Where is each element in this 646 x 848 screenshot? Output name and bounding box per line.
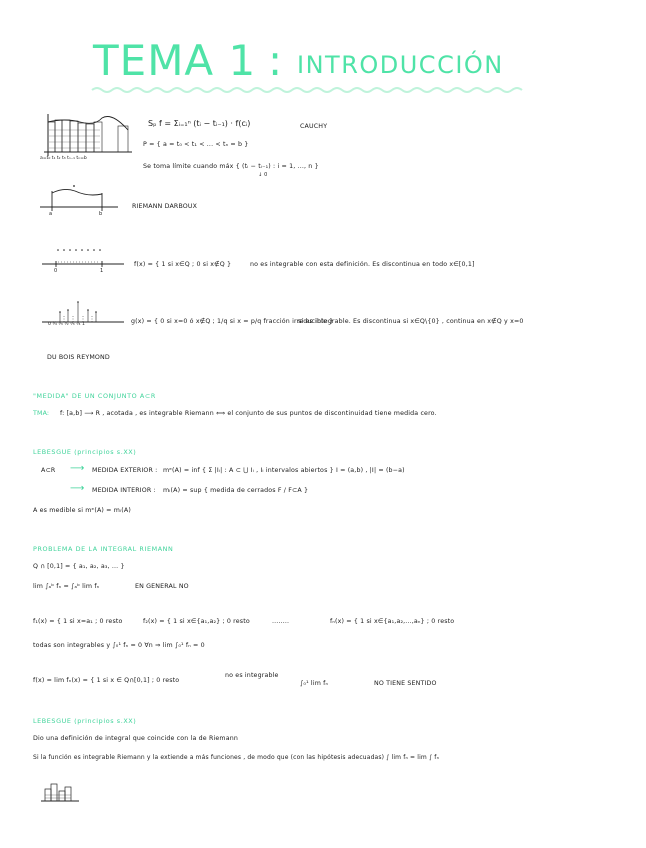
tma-label: TMA: (33, 410, 50, 417)
medida-interior-label: MEDIDA INTERIOR : (92, 487, 156, 494)
lebesgue2-line1: Dio una definición de integral que coincide con la de Riemann (33, 735, 238, 742)
problema-f2: f₂(x) = { 1 si x∈{a₁,a₂} ; 0 resto (143, 618, 250, 625)
medible-text: A es medible si mᵉ(A) = mᵢ(A) (33, 507, 131, 514)
lebesgue2-line2: Si la función es integrable Riemann y la extiende a más funciones , de modo que (con las hipótesis adecuadas) ∫ lim fₙ = lim ∫ fₙ (33, 754, 440, 761)
acr: A⊂R (41, 467, 56, 474)
medida-heading: "MEDIDA" DE UN CONJUNTO A⊂R (33, 392, 156, 400)
riemann-b: b (99, 211, 103, 217)
arrow-icon: ⟶ (70, 463, 85, 474)
problema-dots: ........ (272, 618, 290, 625)
title-colon: : (268, 36, 284, 85)
dirichlet-graph (40, 244, 126, 274)
medida-interior-text: mᵢ(A) = sup { medida de cerrados F / F⊂A } (163, 487, 309, 494)
cauchy-name: CAUCHY (300, 123, 328, 130)
cauchy-graph (40, 110, 135, 162)
problema-fx-note: no es integrable (225, 672, 279, 679)
riemann-a: a (49, 211, 53, 217)
thomae-axis-labels: 0 ¼ ⅓ ½ ⅔ ¾ 1 (48, 322, 85, 327)
thomae-g-def: g(x) = { 0 si x=0 ó x∉Q ; 1/q si x = p/q fracción irreducible } (131, 318, 334, 325)
medida-exterior-text: mᵉ(A) = inf { Σ |Iᵢ| : A ⊂ ⋃ Iᵢ , Iᵢ intervalos abiertos } I = (a,b) , |I| = (b−a) (163, 467, 405, 474)
medida-exterior-label: MEDIDA EXTERIOR : (92, 467, 158, 474)
title-main: TEMA 1 (93, 36, 257, 85)
cauchy-sum: Sₚ f = Σᵢ₌₁ⁿ (tᵢ − tᵢ₋₁) · f(cᵢ) (148, 119, 251, 128)
arrow-icon: ⟶ (70, 483, 85, 494)
problema-f1: f₁(x) = { 1 si x=a₁ ; 0 resto (33, 618, 123, 625)
cauchy-limit-arrow: ↓ 0 (258, 172, 268, 178)
riemann-label: RIEMANN DARBOUX (132, 203, 198, 210)
problema-fn: fₙ(x) = { 1 si x∈{a₁,a₂,...,aₙ} ; 0 resto (330, 618, 455, 625)
problema-todas: todas son integrables y ∫₀¹ fₙ = 0 ∀n ⇒ lim ∫₀¹ fₙ = 0 (33, 642, 205, 649)
title-sub: INTRODUCCIÓN (297, 51, 504, 79)
du-bois-reymond: DU BOIS REYMOND (47, 354, 110, 361)
problema-fx: f(x) = lim fₙ(x) = { 1 si x ∈ Q∩[0,1] ; 0 resto (33, 677, 180, 684)
tma-text: f: [a,b] ⟶ R , acotada , es integrable Riemann ⟺ el conjunto de sus puntos de discontinuidad tiene medida cero. (60, 410, 437, 417)
dirichlet-zero: 0 (54, 268, 58, 274)
cauchy-partition: P = { a = t₀ < t₁ < ... < tₙ = b } (143, 141, 249, 148)
problema-int-lim-note: NO TIENE SENTIDO (374, 680, 437, 687)
problema-int-lim: ∫₀¹ lim fₙ (300, 680, 329, 687)
cauchy-limit: Se toma límite cuando máx { (tᵢ − tᵢ₋₁) : i = 1, ..., n } (143, 163, 319, 170)
problema-lim-note: EN GENERAL NO (135, 583, 189, 590)
dirichlet-text: no es integrable con esta definición. Es discontinua en todo x∈[0,1] (250, 261, 475, 268)
bars-sketch (41, 781, 81, 803)
thomae-text: sí es integrable. Es discontinua si x∈Q\{0} , continua en x∉Q y x=0 (298, 318, 524, 325)
cauchy-axis-labels: a=t₀ t₁ t₂ t₃ tₙ₋₁ tₙ=b (40, 156, 87, 161)
lebesgue1-heading: LEBESGUE (principios s.XX) (33, 448, 137, 456)
problema-heading: PROBLEMA DE LA INTEGRAL RIEMANN (33, 545, 174, 553)
problema-lim-eq: lim ∫ₐᵇ fₙ = ∫ₐᵇ lim fₙ (33, 583, 100, 590)
problema-set: Q ∩ [0,1] = { a₁, a₂, a₃, ... } (33, 563, 125, 570)
dirichlet-one: 1 (100, 268, 104, 274)
lebesgue2-heading: LEBESGUE (principios s.XX) (33, 717, 137, 725)
dirichlet-f-def: f(x) = { 1 si x∈Q ; 0 si x∉Q } (134, 261, 232, 268)
title-underline (92, 86, 522, 94)
